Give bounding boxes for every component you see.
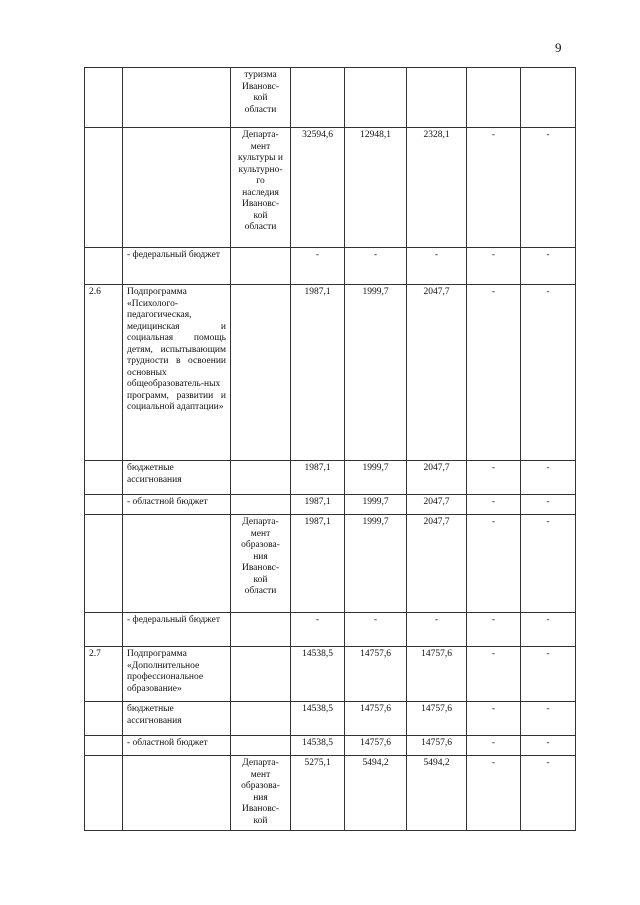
row-name-cell — [123, 756, 231, 831]
row-value-cell: 1987,1 — [291, 495, 345, 515]
row-value-cell: - — [467, 613, 521, 647]
budget-table-body — [85, 68, 576, 831]
row-number-cell: 2.7 — [85, 647, 123, 702]
row-value-cell: 1999,7 — [345, 461, 407, 495]
row-name-cell: - областной бюджет — [123, 495, 231, 515]
row-value-cell: - — [467, 285, 521, 461]
row-name-cell — [123, 68, 231, 128]
row-value-cell — [345, 68, 407, 128]
row-name-cell: - федеральный бюджет — [123, 248, 231, 285]
row-value-cell: - — [407, 248, 467, 285]
row-value-cell: 1987,1 — [291, 285, 345, 461]
row-value-cell: 14757,6 — [345, 702, 407, 736]
row-value-cell — [291, 68, 345, 128]
row-value-cell: - — [521, 515, 576, 613]
row-number-cell — [85, 736, 123, 756]
row-name-cell — [123, 128, 231, 248]
row-value-cell: 1999,7 — [345, 285, 407, 461]
row-value-cell: - — [521, 285, 576, 461]
row-value-cell: - — [407, 613, 467, 647]
row-name-cell: - федеральный бюджет — [123, 613, 231, 647]
row-value-cell — [467, 68, 521, 128]
row-number-cell — [85, 515, 123, 613]
row-value-cell: - — [521, 495, 576, 515]
row-number-cell: 2.6 — [85, 285, 123, 461]
row-number-cell — [85, 756, 123, 831]
row-value-cell: - — [521, 128, 576, 248]
row-value-cell — [521, 68, 576, 128]
page-number: 9 — [555, 40, 562, 55]
row-value-cell: - — [467, 736, 521, 756]
row-value-cell: 14538,5 — [291, 736, 345, 756]
row-value-cell: 2047,7 — [407, 495, 467, 515]
row-value-cell: 14757,6 — [345, 647, 407, 702]
row-value-cell: - — [467, 647, 521, 702]
table-row — [85, 461, 576, 495]
row-department-cell — [231, 248, 291, 285]
row-value-cell: 1999,7 — [345, 515, 407, 613]
row-value-cell: - — [467, 702, 521, 736]
row-number-cell — [85, 248, 123, 285]
row-department-cell — [231, 495, 291, 515]
row-value-cell: 14538,5 — [291, 647, 345, 702]
row-department-cell: Департа- мент образова- ния Ивановс- кой области — [231, 515, 291, 613]
row-value-cell: - — [521, 702, 576, 736]
table-row — [85, 495, 576, 515]
row-department-cell — [231, 736, 291, 756]
table-row — [85, 128, 576, 248]
row-value-cell: 2047,7 — [407, 285, 467, 461]
row-value-cell: 1987,1 — [291, 515, 345, 613]
row-value-cell: 14757,6 — [407, 736, 467, 756]
row-name-cell: - областной бюджет — [123, 736, 231, 756]
row-number-cell — [85, 461, 123, 495]
row-value-cell: 14757,6 — [407, 702, 467, 736]
row-department-cell — [231, 285, 291, 461]
row-value-cell — [407, 68, 467, 128]
row-value-cell: 5494,2 — [407, 756, 467, 831]
row-value-cell: - — [467, 248, 521, 285]
row-value-cell: - — [467, 515, 521, 613]
row-department-cell: Департа- мент образова- ния Ивановс- кой — [231, 756, 291, 831]
row-value-cell: - — [521, 756, 576, 831]
table-row — [85, 702, 576, 736]
row-value-cell: - — [521, 647, 576, 702]
row-department-cell — [231, 702, 291, 736]
row-department-cell: Департа- мент культуры и культурно- го наследия Ивановс- кой области — [231, 128, 291, 248]
row-value-cell: - — [467, 756, 521, 831]
row-department-cell: туризма Ивановс- кой области — [231, 68, 291, 128]
row-value-cell: 2047,7 — [407, 515, 467, 613]
row-value-cell: - — [467, 461, 521, 495]
row-value-cell: 14757,6 — [407, 647, 467, 702]
row-value-cell: - — [521, 461, 576, 495]
row-value-cell: 1987,1 — [291, 461, 345, 495]
table-row — [85, 515, 576, 613]
row-value-cell: - — [345, 613, 407, 647]
row-value-cell: 5494,2 — [345, 756, 407, 831]
table-row — [85, 647, 576, 702]
row-name-cell: бюджетные ассигнования — [123, 461, 231, 495]
row-name-cell: Подпрограмма «Дополнительное профессиональное образование» — [123, 647, 231, 702]
budget-table — [84, 67, 576, 831]
table-row — [85, 736, 576, 756]
row-value-cell: - — [521, 613, 576, 647]
row-value-cell: - — [467, 128, 521, 248]
row-number-cell — [85, 68, 123, 128]
row-value-cell: 5275,1 — [291, 756, 345, 831]
row-department-cell — [231, 461, 291, 495]
row-name-cell: Подпрограмма «Психолого-педагогическая, медицинская и социальная помощь детям, испытывающим трудности в освоении основных общеобразователь-ных программ, развитии и социальной адаптации» — [123, 285, 231, 461]
row-value-cell: 32594,6 — [291, 128, 345, 248]
row-value-cell: - — [291, 613, 345, 647]
row-number-cell — [85, 128, 123, 248]
row-value-cell: 2047,7 — [407, 461, 467, 495]
table-row — [85, 756, 576, 831]
table-row — [85, 248, 576, 285]
row-number-cell — [85, 702, 123, 736]
table-row — [85, 285, 576, 461]
row-value-cell: - — [345, 248, 407, 285]
row-value-cell: 12948,1 — [345, 128, 407, 248]
table-row — [85, 68, 576, 128]
row-value-cell: 2328,1 — [407, 128, 467, 248]
row-number-cell — [85, 495, 123, 515]
row-value-cell: - — [467, 495, 521, 515]
row-value-cell: 14757,6 — [345, 736, 407, 756]
row-value-cell: - — [521, 248, 576, 285]
table-row — [85, 613, 576, 647]
row-number-cell — [85, 613, 123, 647]
row-value-cell: - — [521, 736, 576, 756]
row-department-cell — [231, 647, 291, 702]
row-value-cell: 14538,5 — [291, 702, 345, 736]
row-department-cell — [231, 613, 291, 647]
row-name-cell — [123, 515, 231, 613]
row-value-cell: 1999,7 — [345, 495, 407, 515]
row-value-cell: - — [291, 248, 345, 285]
row-name-cell: бюджетные ассигнования — [123, 702, 231, 736]
